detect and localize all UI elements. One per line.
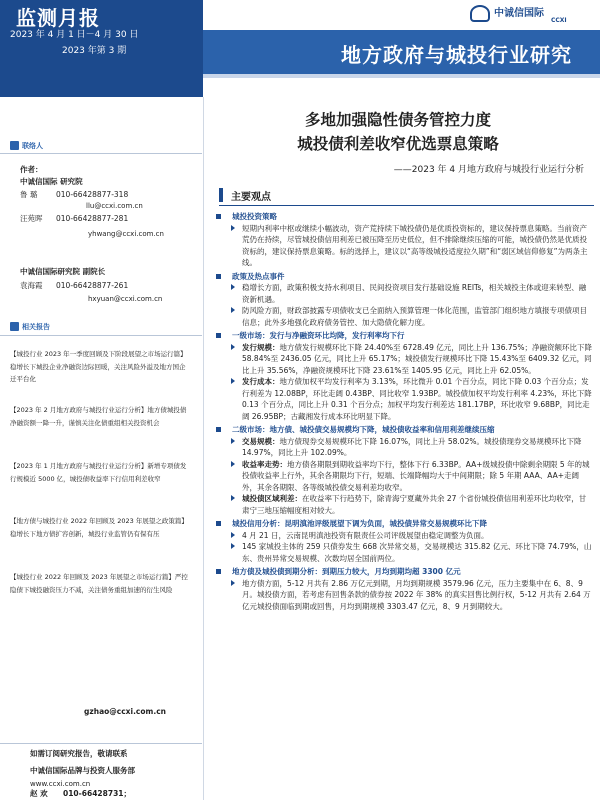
related-reports-label: 相关报告 — [22, 323, 50, 331]
brand-en: CCXI — [551, 17, 567, 24]
logo-mark-icon — [470, 5, 490, 22]
section-heading: 一级市场：发行与净融资环比均降，发行利率均下行 — [212, 330, 592, 342]
section-bullet — [212, 342, 592, 377]
report-type: 监测月报 — [16, 6, 100, 30]
authors-label: 作者： — [20, 165, 43, 174]
report-header — [0, 0, 600, 97]
site-url[interactable]: www.ccxi.com.cn — [30, 780, 91, 788]
bullet-text: 地方债方面，5-12 月共有 2.86 万亿元到期，月均到期规模 3579.96 亿元，压力主要集中在 6、8、9 月。城投债方面，若考虑有回售条款的债券按 2022 年 38% 的真实回售比例行权，5-12 月共有 2.64 万亿元城投债面临到期或回售，月均到期规模 3303.47 亿元，8、9 月到期较大。 — [242, 578, 591, 611]
bullet-text: 在收益率下行趋势下，除青海宁夏藏外共余 27 个省份城投债信用利差环比均收窄，甘肃宁三地压缩幅度相对较大。 — [242, 494, 587, 515]
main-content — [212, 97, 600, 800]
contact-prompt: 如需订阅研究报告，敬请联系 — [30, 749, 128, 758]
main-title-line2: 城投债利差收窄优选票息策略 — [297, 135, 499, 153]
bullet-text: 145 家城投主体的 259 只债券发生 668 次异常交易，交易规模达 315.82 亿元、环比下降 74.79%，山东、贵州异常交易规模、次数均居全国前两位。 — [242, 542, 592, 563]
related-report-4[interactable]: 【地方债与城投行业 2022 年回顾及 2023 年展望之政策篇】稳增长下地方债扩容创新，城投行业监管仍有保有压 — [10, 517, 188, 538]
section-heading: 城投信用分析：昆明滇池评级展望下调为负面，城投债异常交易规模环比下降 — [212, 518, 592, 530]
person2-phone: 010-66428877-281 — [56, 214, 129, 223]
section-bullet — [212, 541, 592, 564]
section-bullet — [212, 305, 592, 328]
contact-rule — [0, 743, 202, 744]
contacts-rule — [0, 153, 202, 154]
subtitle: ——2023 年 4 月地方政府与城投行业运行分析 — [393, 165, 584, 175]
person3-email[interactable]: hxyuan@ccxi.com.cn — [88, 295, 163, 303]
org1: 中诚信国际 研究院 — [20, 177, 83, 186]
section-bullet — [212, 282, 592, 305]
section-heading: 地方债及城投债到期分析：到期压力较大，月均到期均超 3300 亿元 — [212, 566, 592, 578]
section-bullet — [212, 459, 592, 494]
section-heading: 政策及热点事件 — [212, 271, 592, 283]
bullet-text: 4 月 21 日，云南昆明滇池投资有限责任公司评级展望由稳定调整为负面。 — [242, 530, 489, 540]
header-top-strip — [203, 0, 600, 30]
person2-name: 汪苑晖 — [20, 214, 43, 223]
section-heading: 二级市场：地方债、城投债交易规模均下降，城投债收益率和信用利差继续压缩 — [212, 424, 592, 436]
person3-name: 袁海霞 — [20, 281, 43, 290]
section-bullet — [212, 436, 592, 459]
section-bullet — [212, 578, 592, 613]
key-points-label: 主要观点 — [231, 192, 271, 203]
bullet-lead: 交易规模： — [242, 436, 280, 446]
person1-name: 鲁 璐 — [20, 190, 38, 199]
key-points-rule — [219, 205, 594, 206]
contact-dept: 中诚信国际品牌与投资人服务部 — [30, 766, 135, 775]
section-heading: 城投投资策略 — [212, 211, 592, 223]
related-report-2[interactable]: 【2023 年 2 月地方政府与城投行业运行分析】地方债城投债净融资额一降一升，谨慎关注化债重组相关投资机会 — [10, 406, 187, 427]
contact-phone: 010-66428731； — [63, 789, 132, 798]
bullet-lead: 城投债区域利差： — [242, 494, 302, 503]
person2-email[interactable]: yhwang@ccxi.com.cn — [88, 230, 164, 238]
header-band — [203, 30, 600, 74]
header-divider — [203, 74, 600, 78]
person1-email[interactable]: llu@ccxi.com.cn — [86, 202, 143, 210]
date-range: 2023 年 4 月 1 日－4 月 30 日 — [10, 30, 139, 40]
section-title: 地方政府与城投行业研究 — [341, 43, 572, 67]
bullet-lead: 发行规模： — [242, 342, 280, 352]
sidebar — [0, 97, 204, 800]
bullet-lead: 发行成本： — [242, 377, 280, 386]
related-report-1[interactable]: 【城投行业 2023 年一季度回顾及下阶段展望之市场运行篇】稳增长下城投企业净融资边际回暖，关注风险外溢及地方国企迁平台化 — [10, 350, 187, 383]
main-title-line1: 多地加强隐性债务管控力度 — [304, 111, 491, 129]
brand-name: 中诚信国际 — [494, 8, 544, 19]
related-report-5[interactable]: 【城投行业 2022 年回顾及 2023 年展望之市场运行篇】严控隐债下城投融资压力不减，关注债务重组加速的衍生风险 — [10, 573, 188, 594]
org2: 中诚信国际研究院 副院长 — [20, 267, 106, 276]
section-bullet — [212, 376, 592, 422]
header-left-block — [0, 0, 203, 97]
issue-number: 2023 年第 3 期 — [62, 46, 127, 56]
brand-logo — [470, 4, 580, 26]
contacts-label: 联络人 — [22, 142, 43, 150]
contacts-icon — [10, 141, 19, 150]
person3-phone: 010-66428877-261 — [56, 281, 129, 290]
section-bullet — [212, 493, 592, 516]
related-reports-rule — [0, 335, 202, 336]
section-bullet — [212, 530, 592, 542]
bullet-text: 地方债发行规模环比下降 24.40%至 6728.49 亿元，同比上升 136.75%；净融资额环比下降 58.84%至 2436.05 亿元，同比上升 65.17%；城投债发行规模环比下降 15.43%至 6409.32 亿元，同比上升 35.56%，净融资规模环比下降 23.61%至 1405.95 亿元，同比上升 62.05%。 — [242, 342, 593, 375]
bullet-text: 短期内利率中枢或继续小幅波动，资产荒持续下城投债仍是优质投资标的，建议保持票息策略。当前资产荒仍在持续，尽管城投债信用利差已被压降至历史低位，但不排除继续压缩的可能，城投债仍然是优质投资标的，建议保持票息策略。标的选择上，建议以“高等级城投适度拉久期”和“弱区域信仰修复”为两条主线。 — [242, 223, 588, 267]
bullet-text: 稳增长方面，政策积极支持水利项目、民间投资项目发行基础设施 REITs，相关城投主体或迎来转型、融资新机遇。 — [242, 283, 587, 304]
bullet-text: 地方债各期限到期收益率均下行，整体下行 6.33BP。AA+级城投债中除剩余期限 5 年的城投债收益率上行外，其余各期限均下行，短端、长端降幅均大于中间期限；除 5 年期 AAA、AA+走阔外，其余各期限、各等级城投债交易利差均收窄。 — [242, 459, 590, 492]
bullet-lead: 收益率走势： — [242, 459, 287, 469]
person1-phone: 010-66428877-318 — [56, 190, 129, 199]
bullet-text: 防风险方面，财政部披露专项债收支已全面纳入预算管理一体化范围，监管部门组织地方填报专项债项目信息；此外多地强化政府债务管控、加大隐债化解力度。 — [242, 306, 587, 327]
bullet-text: 地方债加权平均发行利率为 3.13%，环比微升 0.01 个百分点，同比下降 0.03 个百分点；发行利差为 12.08BP，环比走阔 0.43BP、同比收窄 1.93BP。城投债加权平均发行利率 4.23%，环比下降 0.13 个百分点，同比上升 0.31 个百分点；加权平均发行利差达 181.17BP，环比收窄 9.68BP，同比走阔 26.95BP；古藏湘发行成本环比明显下降。 — [242, 377, 592, 421]
section-bullet — [212, 223, 592, 269]
key-points-body — [212, 209, 592, 612]
related-report-3[interactable]: 【2023 年 1 月地方政府与城投行业运行分析】新增专项债发行规模近 5000 亿，城投债收益率下行信用利差收窄 — [10, 462, 187, 483]
contact-email[interactable]: gzhao@ccxi.com.cn — [84, 707, 166, 716]
bullet-text: 地方债现券交易规模环比下降 16.07%，同比上升 58.02%。城投债现券交易规模环比下降 14.97%，同比上升 102.09%。 — [242, 436, 582, 457]
key-points-marker — [219, 188, 223, 202]
related-reports-icon — [10, 322, 19, 331]
contact-name: 赵 欢 — [30, 789, 48, 798]
